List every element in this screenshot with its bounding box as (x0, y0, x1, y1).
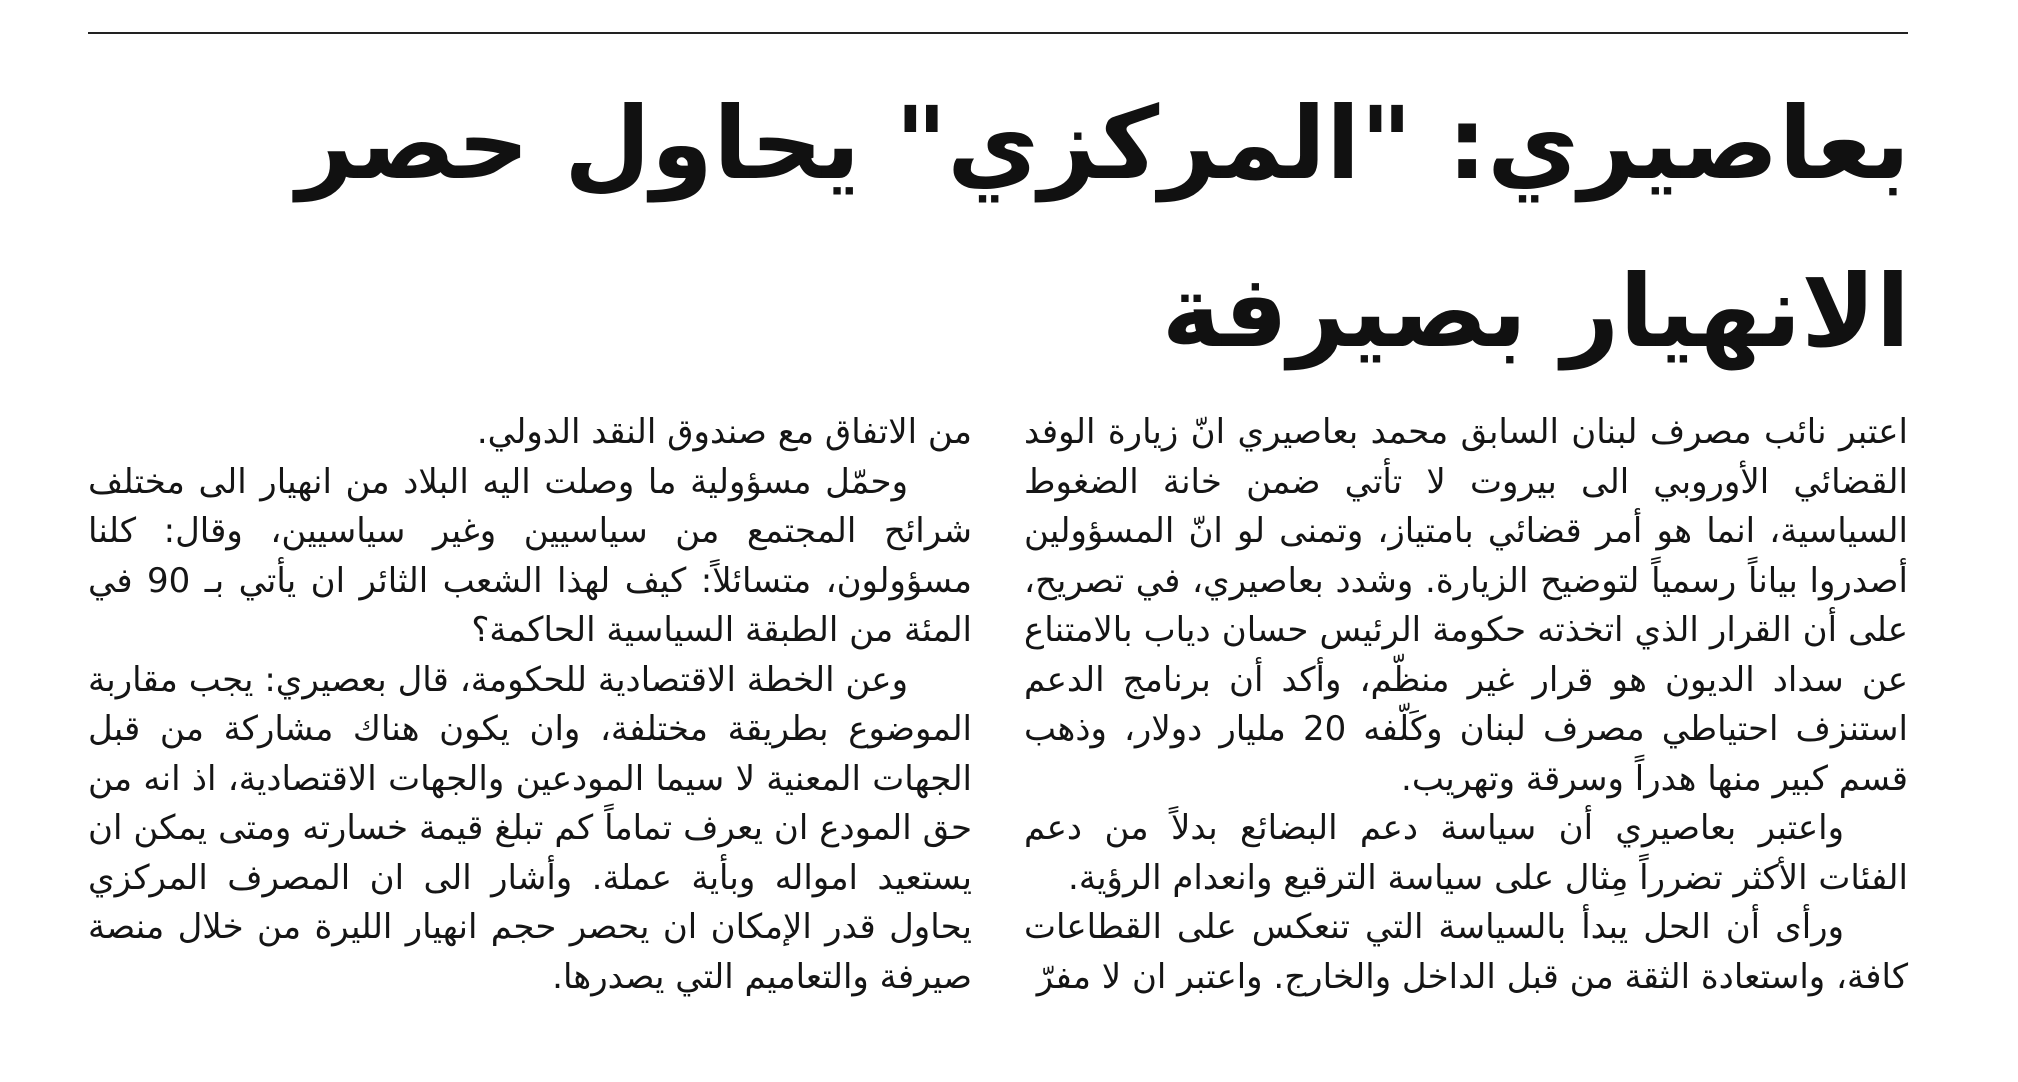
paragraph: اعتبر نائب مصرف لبنان السابق محمد بعاصيري انّ زيارة الوفد القضائي الأوروبي الى بيروت لا تأتي ضمن خانة الضغوط السياسية، انما هو أمر قضائي بامتياز، وتمنى لو انّ المسؤولين أصدروا بياناً رسمياً لتوضيح الزيارة. وشدد بعاصيري، في تصريح، على أن القرار الذي اتخذته حكومة الرئيس حسان دياب بالامتناع عن سداد الديون هو قرار غير منظّم، وأكد أن برنامج الدعم استنزف احتياطي مصرف لبنان وكَلّفه 20 مليار دولار، وذهب قسم كبير منها هدراً وسرقة وتهريب. (1024, 412, 1908, 799)
top-rule (88, 32, 1908, 34)
article-column-right (1024, 408, 1908, 1002)
article-column-left (88, 408, 972, 1002)
paragraph: وحمّل مسؤولية ما وصلت اليه البلاد من انهيار الى مختلف شرائح المجتمع من سياسيين وغير سياسيين، وقال: كلنا مسؤولون، متسائلاً: كيف لهذا الشعب الثائر ان يأتي بـ 90 في المئة من الطبقة السياسية الحاكمة؟ (88, 461, 972, 650)
headline (200, 60, 1910, 396)
paragraph: ورأى أن الحل يبدأ بالسياسة التي تنعكس على القطاعات كافة، واستعادة الثقة من قبل الداخل والخارج. واعتبر ان لا مفرّ (1024, 907, 1908, 997)
paragraph: واعتبر بعاصيري أن سياسة دعم البضائع بدلاً من دعم الفئات الأكثر تضرراً مِثال على سياسة الترقيع وانعدام الرؤية. (1024, 808, 1908, 898)
paragraph: وعن الخطة الاقتصادية للحكومة، قال بعصيري: يجب مقاربة الموضوع بطريقة مختلفة، وان يكون هناك مشاركة من قبل الجهات المعنية لا سيما المودعين والجهات الاقتصادية، اذ انه من حق المودع ان يعرف تماماً كم تبلغ قيمة خسارته ومتى يمكن ان يستعيد امواله وبأية عملة. وأشار الى ان المصرف المركزي يحاول قدر الإمكان ان يحصر حجم انهيار الليرة من خلال منصة صيرفة والتعاميم التي يصدرها. (88, 659, 972, 997)
headline-line-2: الانهيار بصيرفة (1161, 253, 1910, 370)
paragraph: من الاتفاق مع صندوق النقد الدولي. (476, 412, 972, 452)
headline-line-1: بعاصيري: "المركزي" يحاول حصر (296, 85, 1910, 202)
